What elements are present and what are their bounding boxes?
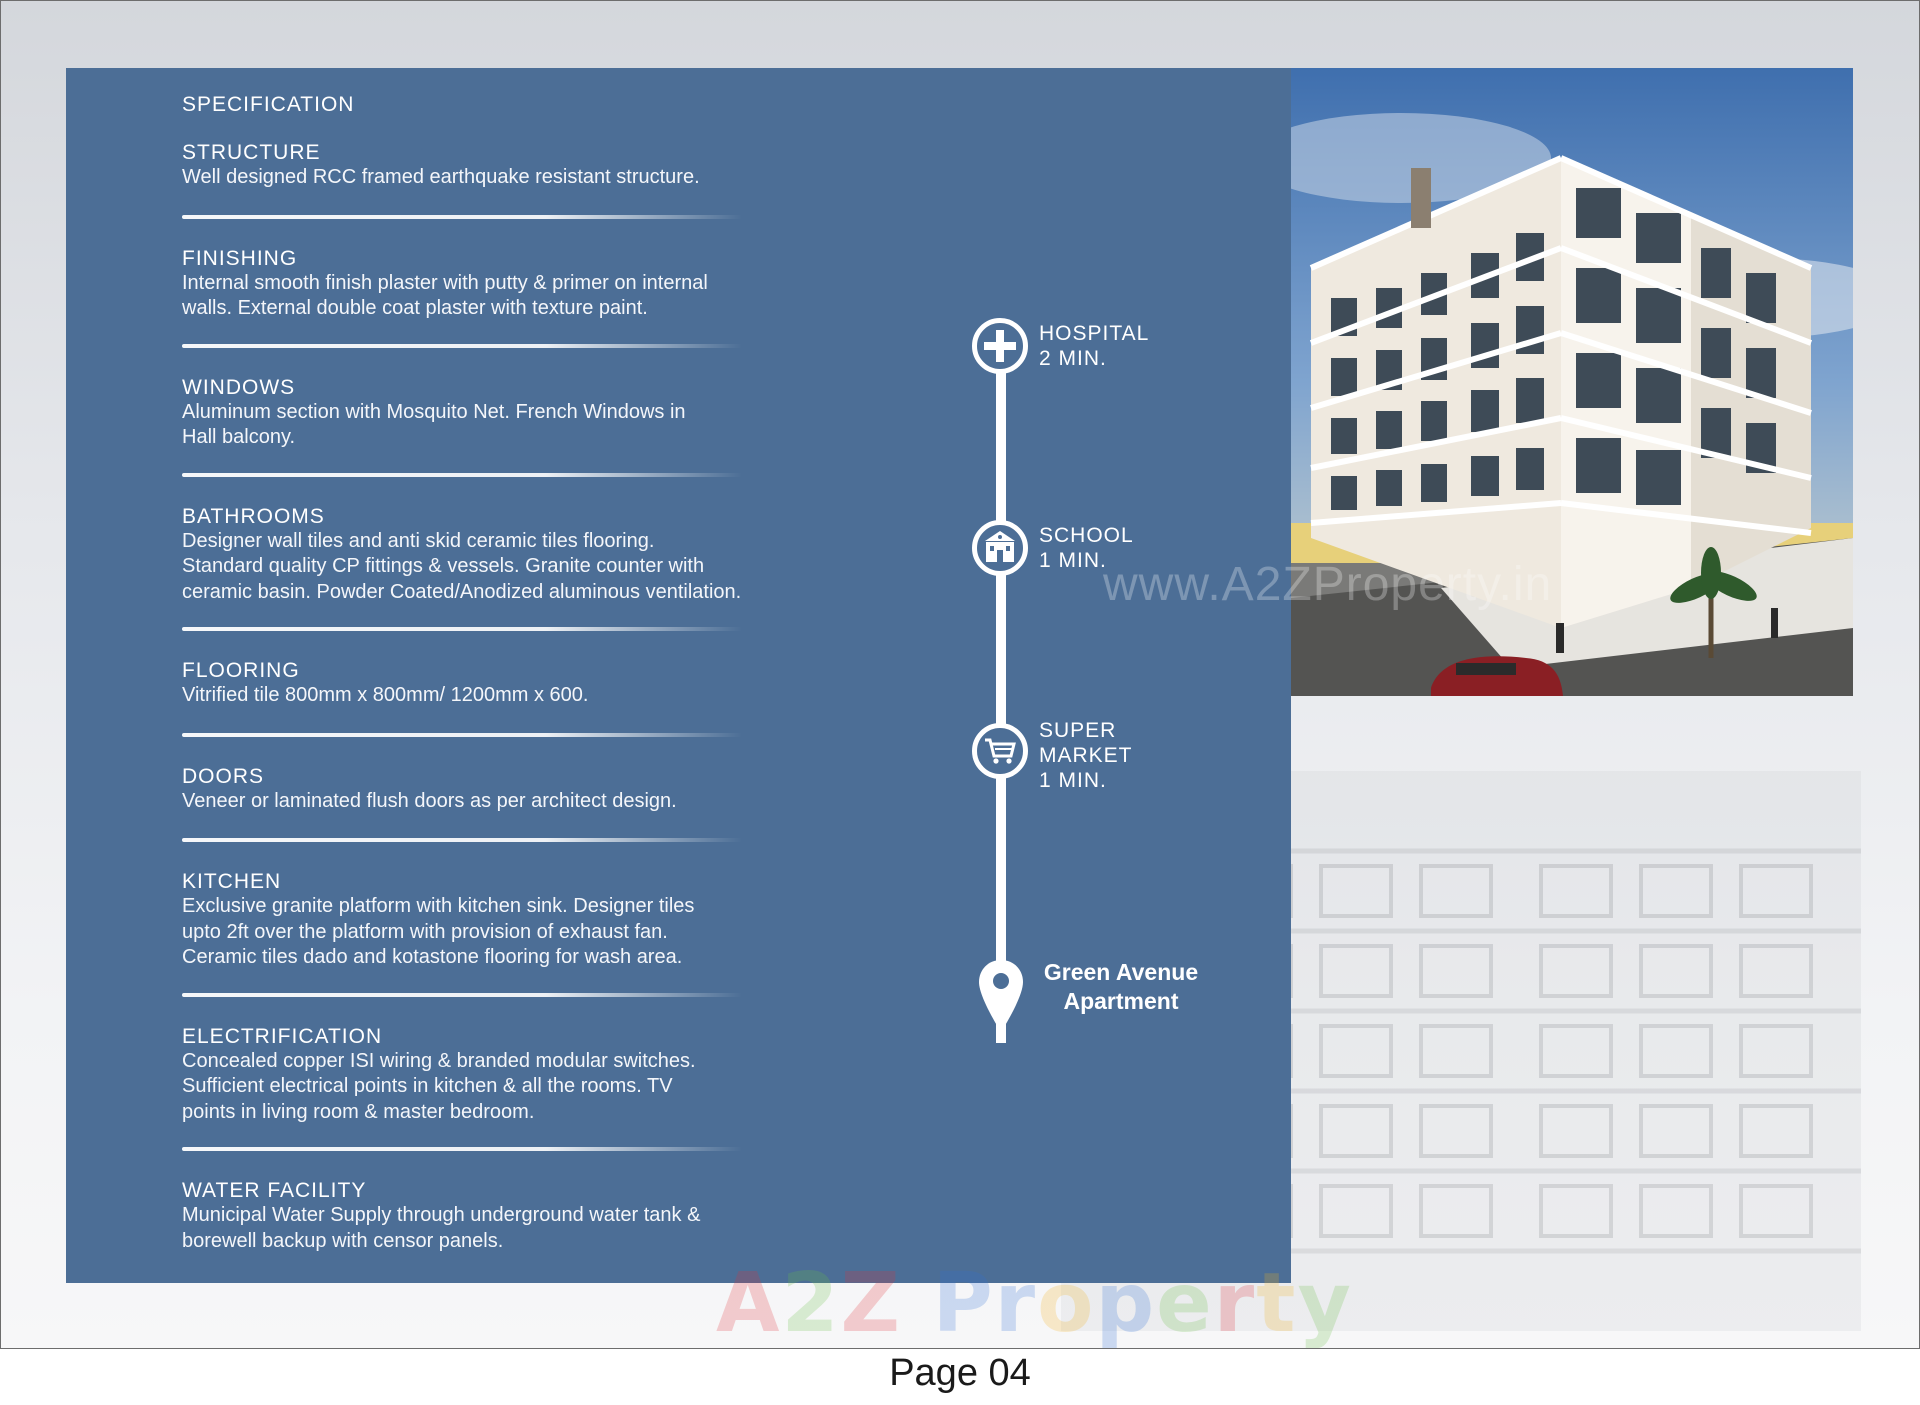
spec-item-windows (182, 375, 862, 477)
location-pin-icon (977, 958, 1025, 1034)
logo-letter: A (716, 1256, 782, 1349)
supermarket-time: 1 MIN. (1039, 769, 1107, 792)
spec-description-line: Designer wall tiles and anti skid ceramic tiles flooring. (182, 529, 655, 552)
spec-description-line: Concealed copper ISI wiring & branded modular switches. (182, 1049, 696, 1072)
timeline-node-hospital (972, 318, 1028, 374)
logo-letter: r (1213, 1256, 1257, 1349)
timeline-label-supermarket (1039, 718, 1133, 793)
supermarket-label-line2: MARKET (1039, 744, 1133, 767)
spec-title: BATHROOMS (182, 504, 325, 528)
supermarket-label-line1: SUPER (1039, 719, 1117, 742)
spec-divider (182, 733, 742, 737)
spec-items (182, 140, 862, 1254)
timeline-label-hospital (1039, 321, 1149, 371)
spec-description-line: upto 2ft over the platform with provision of exhaust fan. (182, 920, 668, 943)
specification-heading: SPECIFICATION (182, 93, 355, 116)
spec-divider (182, 215, 742, 219)
spec-item-structure (182, 140, 862, 219)
spec-item-kitchen (182, 869, 862, 997)
spec-description-line: Vitrified tile 800mm x 800mm/ 1200mm x 600. (182, 684, 589, 706)
spec-description-line: Well designed RCC framed earthquake resistant structure. (182, 166, 700, 188)
spec-title: DOORS (182, 764, 265, 788)
spec-divider (182, 1147, 742, 1151)
url-watermark: www.A2ZProperty.in (1103, 558, 1553, 611)
timeline-node-supermarket (972, 723, 1028, 779)
spec-divider (182, 838, 742, 842)
destination-line1: Green Avenue (1043, 959, 1199, 985)
logo-letter: y (1297, 1256, 1353, 1349)
timeline-line (996, 343, 1006, 1043)
logo-letter: 2 (781, 1256, 841, 1349)
spec-description-line: Sufficient electrical points in kitchen & all the rooms. TV (182, 1075, 673, 1097)
spec-description-line: points in living room & master bedroom. (182, 1100, 535, 1123)
timeline-node-school (972, 520, 1028, 576)
spec-item-bathrooms (182, 504, 862, 632)
logo-letter: p (1095, 1256, 1157, 1349)
spec-description-line: ceramic basin. Powder Coated/Anodized aluminous ventilation. (182, 580, 742, 603)
logo-letter: t (1256, 1256, 1298, 1349)
spec-divider (182, 344, 742, 348)
spec-title: STRUCTURE (182, 141, 321, 164)
spec-item-doors (182, 764, 862, 843)
spec-description-line: walls. External double coat plaster with texture paint. (182, 297, 648, 319)
spec-title: FLOORING (182, 659, 300, 682)
spec-item-finishing (182, 246, 862, 348)
logo-letter (902, 1256, 933, 1349)
hospital-cross-icon (977, 323, 1023, 369)
school-label: SCHOOL (1039, 524, 1134, 547)
spec-title: WATER FACILITY (182, 1179, 367, 1202)
spec-description-line: Ceramic tiles dado and kotastone flooring for wash area. (182, 946, 683, 968)
spec-divider (182, 627, 742, 631)
spec-description-line: Standard quality CP fittings & vessels. Granite counter with (182, 555, 705, 577)
destination-line2: Apartment (1063, 988, 1179, 1014)
logo-letter: r (994, 1256, 1038, 1349)
spec-item-water-facility (182, 1178, 862, 1254)
destination-label (1026, 958, 1216, 1016)
spec-description-line: Aluminum section with Mosquito Net. French Windows in (182, 400, 686, 423)
spec-divider (182, 473, 742, 477)
logo-letter: o (1037, 1256, 1096, 1349)
spec-item-electrification (182, 1024, 862, 1152)
logo-letter: Z (840, 1256, 902, 1349)
specification-panel (66, 68, 1291, 1283)
school-building-icon (977, 525, 1023, 571)
logo-letter: e (1156, 1256, 1214, 1349)
spec-title: FINISHING (182, 246, 298, 270)
page-number: Page 04 (889, 1352, 1031, 1394)
a2z-property-logo-watermark (716, 1256, 1353, 1349)
hospital-label: HOSPITAL (1039, 322, 1150, 345)
spec-description-line: Veneer or laminated flush doors as per architect design. (182, 789, 677, 812)
spec-title: KITCHEN (182, 870, 282, 893)
spec-description-line: Internal smooth finish plaster with putty & primer on internal (182, 271, 708, 294)
school-time: 1 MIN. (1039, 549, 1107, 572)
specification-list (182, 93, 862, 1254)
spec-description-line: Municipal Water Supply through underground water tank & (182, 1204, 701, 1226)
hospital-time: 2 MIN. (1039, 347, 1107, 370)
spec-description-line: Hall balcony. (182, 426, 296, 448)
spec-description-line: borewell backup with censor panels. (182, 1229, 504, 1252)
spec-item-flooring (182, 658, 862, 737)
shopping-cart-icon (977, 728, 1023, 774)
logo-letter: P (932, 1256, 995, 1349)
spec-divider (182, 993, 742, 997)
spec-title: ELECTRIFICATION (182, 1024, 383, 1048)
spec-title: WINDOWS (182, 375, 296, 399)
spec-description-line: Exclusive granite platform with kitchen sink. Designer tiles (182, 895, 695, 917)
